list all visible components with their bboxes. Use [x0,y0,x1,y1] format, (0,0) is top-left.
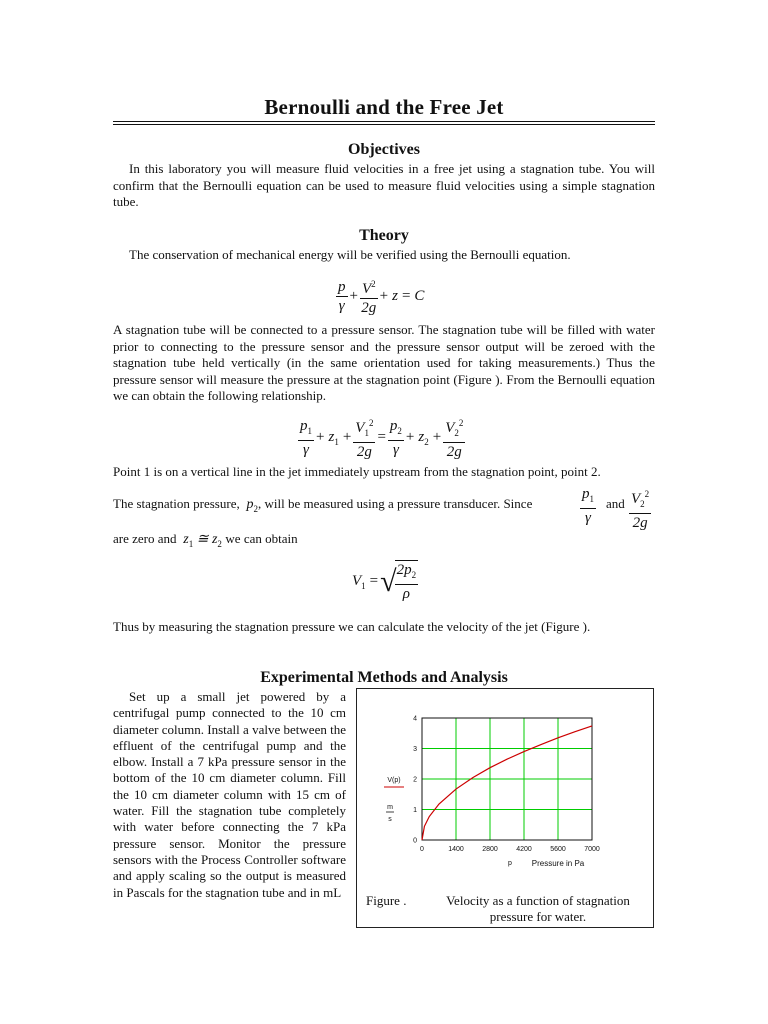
x-axis-symbol: p [508,860,512,867]
theory-intro: The conservation of mechanical energy will be verified using the Bernoulli equation. [129,247,571,262]
y-tick-label: 4 [413,715,417,723]
y-axis-unit-numerator: m [387,804,393,811]
velocity-equation: $V_1$ =√ $\frac{2p_2}{\rho}$ [352,562,417,602]
y-tick-label: 3 [413,746,417,753]
x-tick-label: 0 [420,846,424,853]
x-tick-label: 4200 [516,846,532,853]
objectives-heading: Objectives [348,141,420,158]
methods-paragraph: Set up a small jet powered by a centrifugal pump connected to the 10 cm diameter column. Install a valve between the effluent of the centrifugal pump and the elbow. Install a 7 kPa pressure sensor in the bottom of the 10 cm diameter column. Fill the 10 cm diameter column with 15 cm of water. Fill the stagnation tube completely with water before connecting the 7 kPa pressure sensor. Monitor the pressure sensors with the Process Controller software and apply scaling so the output is measured in Pascals for the stagnation tube and in mL [113,689,346,900]
y-axis-label: V(p) [387,777,401,784]
stagnation-fraction-v2: $\frac{V_2^2}{2g}$ [629,485,651,532]
x-axis-label: Pressure in Pa [531,859,585,868]
x-tick-label: 2800 [482,846,498,853]
stagnation-sentence-start: The stagnation pressure, $p_2$, will be measured using a pressure transducer. Since [113,496,533,514]
methods-heading: Experimental Methods and Analysis [260,669,508,686]
x-tick-label: 1400 [448,846,464,853]
theory-conclusion: Thus by measuring the stagnation pressure we can calculate the velocity of the jet (Figure ). [113,619,591,634]
stagnation-and: and [606,496,625,511]
page-title: Bernoulli and the Free Jet [264,95,504,119]
objectives-paragraph: In this laboratory you will measure fluid velocities in a free jet using a stagnation tube. You will confirm that the Bernoulli equation can be used to measure fluid velocities using a simple stagnation tube. [113,161,655,209]
x-tick-label: 7000 [584,846,600,853]
figure-caption-text: Velocity as a function of stagnation pressure for water. [446,893,630,924]
zero-sentence: are zero and $z_1$ ≅ $z_2$ we can obtain [113,531,298,549]
bernoulli-two-point-equation: $\frac{p_1}{\gamma}$ + $z_1$ + $\frac{V_1^2}{2g}$ = $\frac{p_2}{\gamma}$ + $z_2$ + $\frac{V_2^2}{2g}$ [298,414,465,461]
y-tick-label: 0 [413,837,417,845]
stagnation-fraction-p1: $\frac{p_1}{\gamma}$ [582,486,594,526]
y-tick-label: 1 [413,807,417,814]
theory-point-description: Point 1 is on a vertical line in the jet immediately upstream from the stagnation point, point 2. [113,464,601,479]
velocity-pressure-chart [356,688,654,888]
y-tick-label: 2 [413,776,417,784]
y-axis-unit-denominator: s [388,816,392,823]
bernoulli-equation: $\frac{p}{\gamma}$ + $\frac{V^2}{2g}$ + z = C [336,275,426,317]
theory-heading: Theory [359,227,409,244]
theory-paragraph-1: A stagnation tube will be connected to a pressure sensor. The stagnation tube will be filled with water prior to connecting to the pressure sensor and the pressure sensor output will be zeroed with the stagnation tube held vertically (in the same orientation used for taking measurements.) Thus the pressure sensor will measure the pressure at the stagnation point (Figure ). From the Bernoulli equation we can obtain the following relationship. [113,322,655,403]
series-line [422,726,592,840]
figure-label: Figure . [366,893,407,908]
title-rule-top [113,121,655,122]
title-rule-bottom [113,124,655,125]
x-tick-label: 5600 [550,846,566,853]
